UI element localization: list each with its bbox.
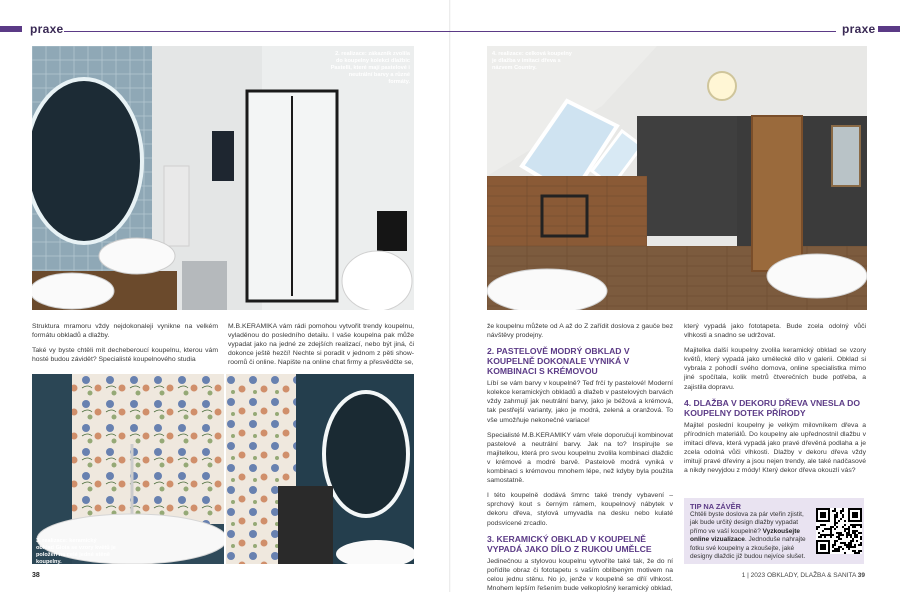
section-label-right: praxe [842,22,876,36]
photo-realizace-3a [32,374,224,564]
paragraph: který vypadá jako fototapeta. Bude zcela odolný vůči vlhkosti a snadno se udržovat. [684,323,866,340]
header-rule-right [450,31,836,32]
heading-realizace-2: 2. PASTELOVĚ MODRÝ OBKLAD V KOUPELNĚ DOKONALE VYNIKÁ V KOMBINACI S KRÉMOVOU [487,346,630,377]
text-column-3 [487,322,673,592]
paragraph: Líbí se vám barvy v koupelně? Teď frčí ty pastelové! Moderní kolekce keramických obkladů a dlažeb v pastelových barvách vždy zahrnují jak neutrální barvy, jako je béžová a krémová, tak pestřejší varianty, jako je modrá, zelená a oranžová. To vše umožňuje nekonečné variace! [487,380,673,424]
heading-realizace-3: 3. KERAMICKÝ OBKLAD V KOUPELNĚ VYPADÁ JAKO DÍLO Z RUKOU UMĚLCE [487,533,652,554]
header-accent-left [0,26,22,32]
tip-text [690,511,812,561]
tip-title: TIP NA ZÁVĚR [690,502,741,511]
photo-realizace-3b [226,374,414,564]
paragraph: M.B.KERAMIKA vám rádi pomohou vytvořit trendy koupelnu, vyladěnou do posledního detailu. I vaše koupelna pak může vypadat jako na jedné ze zdejších realizací, nebo být jiná, či dokonce ještě hezčí! Nechte si poradit v jednom z pěti show-roomů či online. Napište na online chat firmy a přesvědčte se, [228,323,414,367]
paragraph: Majitel poslední koupelny je velkým milovníkem dřeva a přírodních materiálů. Do koupelny ale upřednostnil dlažbu v imitaci dřeva, která vypadá jako pravé dřevěná podlaha a je zcela odolná vůči vlhkosti. Dlažby v dekoru dřeva vždy imitují pravé dřeviny a jsou nejen trendy, ale také nadčasové a nikdy nevyjdou z módy! Který dekor dřeva okouzlí vás? [684,421,866,475]
tip-box [684,498,864,564]
header-rule-left [64,31,450,32]
caption-realizace-4: 4. realizace: celková koupelny je dlažba v imitaci dřeva s názvem Country. [492,51,572,71]
tip-text-bold: Vyzkoušejte online vizualizace [690,527,800,544]
text-column-1 [32,322,218,370]
paragraph: Také vy byste chtěli mít decheberoucí koupelnu, kterou vám hosté budou závidět? Specialisté koupelnového studia [32,347,218,364]
issue-line [725,572,865,579]
paragraph: Majitelka další koupelny zvolila keramický obklad se vzory květů, který vypadá jako umělecké dílo v galerii. Obklad si vybrala z pohodlí svého domova, online specialistka mimo jiné spočítala, kolik metrů čtverečních bude potřeba, a zajistila dopravu. [684,347,866,391]
tip-text-b: . Jednoduše nahrajte fotku své koupelny a zkoušejte, jaké designy dlaždic již budou nejvíce slušet. [690,536,806,561]
page-number-left: 38 [32,572,40,579]
header-accent-right [878,26,900,32]
paragraph: Struktura mramoru vždy nejdokonaleji vynikne na velkém formátu obkladů a dlažby. [32,323,218,340]
paragraph: Specialisté M.B.KERAMIKY vám vřele doporučují kombinovat pastelové a neutrální barvy. Jak na to? Inspirujte se majitelkou, která pro svou koupelnu zvolila kombinaci dlaždic v krémové a modré barvě. Pastelově modrá vyniká v kombinaci s krémovou mnohem lépe, než kdyby byla použita samostatně. [487,431,673,485]
section-label-left: praxe [30,22,64,36]
tip-text-a: Chtěli byste doslova za pár vteřin zjistit, jak bude určitý design dlažby vypadat přímo ve vaší koupelně? [690,511,804,535]
gutter [449,0,451,592]
text-column-4 [684,322,866,481]
qr-code-icon[interactable] [816,508,862,554]
photo-realizace-4 [487,46,867,310]
paragraph: I této koupelně dodává šmrnc také trendy vybavení – sprchový kout s černým rámem, koupelnový nábytek v dekoru dřeva, stylová umyvadla na desku nebo kulaté podsvícené zrcadlo. [487,492,673,527]
photo-realizace-2 [32,46,414,310]
paragraph: Jedinečnou a stylovou koupelnu vytvoříte také tak, že do ní pořídíte obraz či fototapetu s vaším oblíbeným motivem na celou jednu stěnu. No jo, jenže v koupelně se dříí vlhkost. Mnohem lepším řešením bude velkoplošný keramický obklad, [487,557,673,592]
caption-realizace-2: 2. realizace: zákazník zvolila do koupelny kolekci dlažbic Pastelli, které mají pastelové i neutrální barvy a různé formáty. [330,51,410,85]
text-column-2 [228,322,414,373]
heading-realizace-4: 4. DLAŽBA V DEKORU DŘEVA VNESLA DO KOUPELNY DOTEK PŘÍRODY [684,397,861,418]
issue-label: 1 | 2023 OBKLADY, DLAŽBA & SANITA [741,572,856,579]
page-number-right: 39 [857,572,865,579]
caption-realizace-3: 3. realizace: keramický obklad Gioia se vzory květů je položen na celé jedné stěně koupelny. [36,538,116,564]
paragraph: že koupelnu můžete od A až do Z zařídit doslova z gauče bez návštěvy prodejny. [487,323,673,340]
